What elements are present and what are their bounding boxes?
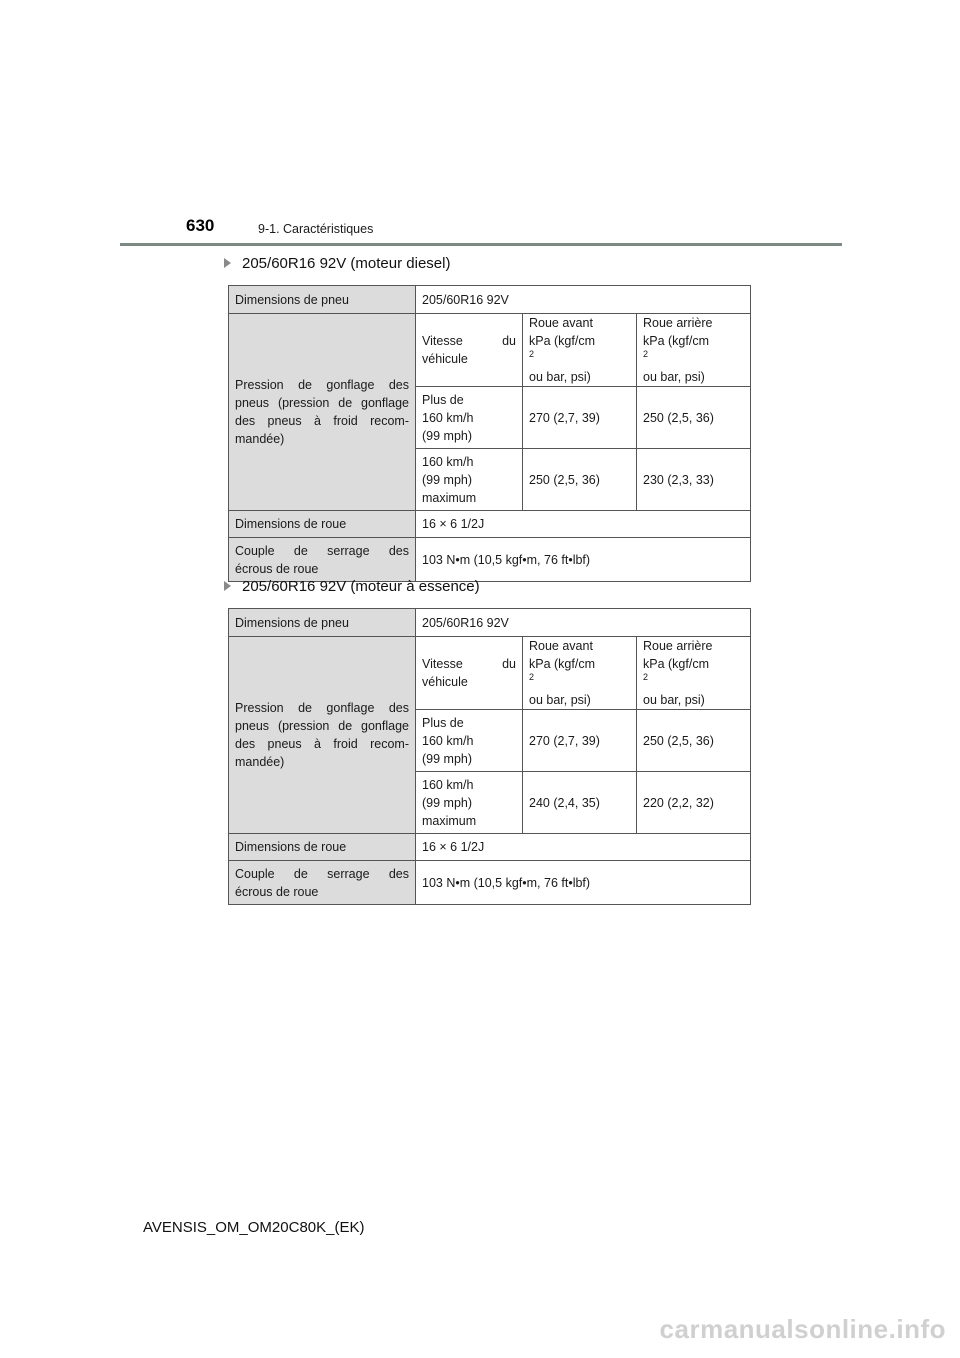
watermark: carmanualsonline.info <box>659 1314 946 1344</box>
front-wheel-header <box>523 314 637 387</box>
header-rule <box>120 243 842 246</box>
rear-header-line: ou bar, psi) <box>643 693 705 707</box>
speed-header-line: Vitesse du <box>422 657 516 671</box>
speed-line: (99 mph) <box>422 751 473 766</box>
front-pressure-value: 250 (2,5, 36) <box>523 449 637 511</box>
unit-text: kPa (kgf/cm <box>529 657 595 671</box>
spec-heading-petrol <box>224 578 480 595</box>
speed-header <box>416 637 523 710</box>
speed-line: 160 km/h <box>422 777 474 792</box>
rear-pressure-value: 230 (2,3, 33) <box>637 449 751 511</box>
speed-value <box>416 710 523 772</box>
unit-text: kPa (kgf/cm <box>643 334 709 348</box>
rear-header-line <box>643 332 744 368</box>
speed-header <box>416 314 523 387</box>
rear-header-line <box>643 655 744 691</box>
torque-label <box>229 538 416 582</box>
spec-heading-text: 205/60R16 92V (moteur à essence) <box>242 578 480 595</box>
rear-header-line: ou bar, psi) <box>643 370 705 384</box>
pressure-label-line: pneus (pression de gonflage <box>235 396 409 410</box>
torque-label-line: écrous de roue <box>235 884 319 899</box>
tire-size-label: Dimensions de pneu <box>229 286 416 314</box>
tire-size-value: 205/60R16 92V <box>416 286 751 314</box>
torque-label-line: Couple de serrage des <box>235 866 409 881</box>
speed-line: maximum <box>422 490 477 505</box>
arrow-right-icon <box>224 581 231 591</box>
table-row <box>229 861 751 905</box>
speed-line: (99 mph) <box>422 428 473 443</box>
table-row <box>229 609 751 637</box>
arrow-right-icon <box>224 258 231 268</box>
rear-header-line: Roue arrière <box>643 316 713 330</box>
speed-header-line: Vitesse du <box>422 334 516 348</box>
table-row <box>229 314 751 387</box>
table-row <box>229 286 751 314</box>
pressure-label-line: mandée) <box>235 755 285 769</box>
section-title: 9-1. Caractéristiques <box>258 222 374 236</box>
table-row <box>229 538 751 582</box>
speed-line: Plus de <box>422 715 464 730</box>
torque-label <box>229 861 416 905</box>
front-pressure-value: 270 (2,7, 39) <box>523 387 637 449</box>
speed-line: maximum <box>422 813 477 828</box>
page-number: 630 <box>186 216 215 235</box>
torque-value: 103 N•m (10,5 kgf•m, 76 ft•lbf) <box>416 538 751 582</box>
wheel-size-value: 16 × 6 1/2J <box>416 834 751 861</box>
spec-table-diesel <box>228 285 751 582</box>
torque-label-line: Couple de serrage des <box>235 543 409 558</box>
wheel-size-label: Dimensions de roue <box>229 834 416 861</box>
speed-line: (99 mph) <box>422 472 473 487</box>
wheel-size-value: 16 × 6 1/2J <box>416 511 751 538</box>
speed-header-line: véhicule <box>422 675 468 689</box>
rear-header-line: Roue arrière <box>643 639 713 653</box>
pressure-label <box>229 314 416 511</box>
pressure-label-line: des pneus à froid recom- <box>235 414 409 428</box>
front-header-line: Roue avant <box>529 316 593 330</box>
front-header-line <box>529 332 630 368</box>
document-footer: AVENSIS_OM_OM20C80K_(EK) <box>143 1219 365 1236</box>
front-header-line: Roue avant <box>529 639 593 653</box>
torque-value: 103 N•m (10,5 kgf•m, 76 ft•lbf) <box>416 861 751 905</box>
front-header-line: ou bar, psi) <box>529 693 591 707</box>
speed-line: 160 km/h <box>422 454 474 469</box>
superscript: 2 <box>529 349 535 359</box>
speed-line: 160 km/h <box>422 410 474 425</box>
wheel-size-label: Dimensions de roue <box>229 511 416 538</box>
pressure-label-line: pneus (pression de gonflage <box>235 719 409 733</box>
superscript: 2 <box>643 672 649 682</box>
pressure-label-line: des pneus à froid recom- <box>235 737 409 751</box>
front-pressure-value: 240 (2,4, 35) <box>523 772 637 834</box>
speed-line: (99 mph) <box>422 795 473 810</box>
front-wheel-header <box>523 637 637 710</box>
unit-text: kPa (kgf/cm <box>643 657 709 671</box>
spec-heading-diesel <box>224 255 450 272</box>
front-header-line <box>529 655 630 691</box>
superscript: 2 <box>529 672 535 682</box>
superscript: 2 <box>643 349 649 359</box>
tire-size-value: 205/60R16 92V <box>416 609 751 637</box>
table-row <box>229 637 751 710</box>
pressure-label-line: mandée) <box>235 432 285 446</box>
table-row <box>229 834 751 861</box>
spec-heading-text: 205/60R16 92V (moteur diesel) <box>242 255 451 272</box>
rear-wheel-header <box>637 637 751 710</box>
pressure-label-line: Pression de gonflage des <box>235 378 409 392</box>
rear-pressure-value: 250 (2,5, 36) <box>637 387 751 449</box>
unit-text: kPa (kgf/cm <box>529 334 595 348</box>
speed-line: 160 km/h <box>422 733 474 748</box>
rear-wheel-header <box>637 314 751 387</box>
speed-header-line: véhicule <box>422 352 468 366</box>
front-header-line: ou bar, psi) <box>529 370 591 384</box>
pressure-label <box>229 637 416 834</box>
front-pressure-value: 270 (2,7, 39) <box>523 710 637 772</box>
speed-value <box>416 772 523 834</box>
torque-label-line: écrous de roue <box>235 561 319 576</box>
table-row <box>229 511 751 538</box>
pressure-label-line: Pression de gonflage des <box>235 701 409 715</box>
speed-value <box>416 387 523 449</box>
spec-table-petrol <box>228 608 751 905</box>
speed-line: Plus de <box>422 392 464 407</box>
tire-size-label: Dimensions de pneu <box>229 609 416 637</box>
speed-value <box>416 449 523 511</box>
rear-pressure-value: 250 (2,5, 36) <box>637 710 751 772</box>
rear-pressure-value: 220 (2,2, 32) <box>637 772 751 834</box>
